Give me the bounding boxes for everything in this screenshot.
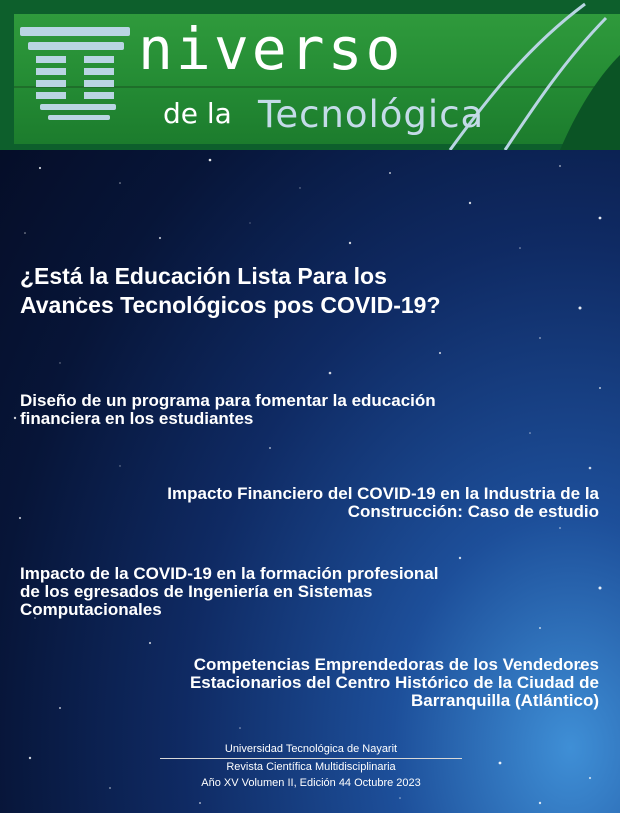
article-title bbox=[20, 392, 580, 428]
article-title bbox=[39, 656, 599, 710]
masthead-title: niverso bbox=[138, 15, 404, 83]
masthead bbox=[0, 0, 620, 150]
article-title-line: de los egresados de Ingeniería en Sistemas bbox=[20, 582, 373, 601]
article-title-line: Estacionarios del Centro Histórico de la Ciudad de bbox=[189, 673, 599, 692]
headline-line: Avances Tecnológicos pos COVID-19? bbox=[20, 292, 441, 318]
article-title-line: Diseño de un programa para fomentar la educación bbox=[20, 391, 436, 410]
footer-edition: Año XV Volumen II, Edición 44 Octubre 2023 bbox=[201, 777, 421, 789]
footer-journal: Revista Científica Multidisciplinaria bbox=[226, 761, 396, 773]
article-title-line: Competencias Emprendedoras de los Vendedores bbox=[193, 655, 599, 674]
headline-line: ¿Está la Educación Lista Para los bbox=[20, 263, 387, 289]
article-title-line: financiera en los estudiantes bbox=[20, 409, 254, 428]
footer-institution: Universidad Tecnológica de Nayarit bbox=[224, 743, 398, 755]
article-title-line: Computacionales bbox=[20, 600, 162, 619]
article-title-line: Impacto Financiero del COVID-19 en la Industria de la bbox=[167, 484, 599, 503]
cover-footer bbox=[160, 741, 462, 791]
article-title-line: Impacto de la COVID-19 en la formación profesional bbox=[20, 564, 439, 583]
masthead-subtitle: Tecnológica bbox=[258, 93, 485, 136]
article-title bbox=[39, 485, 599, 521]
masthead-subtitle-prefix: de la bbox=[163, 97, 232, 130]
article-title bbox=[20, 565, 580, 619]
starfield-background bbox=[0, 148, 620, 813]
cover-headline bbox=[20, 262, 580, 320]
article-title-line: Construcción: Caso de estudio bbox=[347, 502, 599, 521]
article-title-line: Barranquilla (Atlántico) bbox=[411, 691, 599, 710]
